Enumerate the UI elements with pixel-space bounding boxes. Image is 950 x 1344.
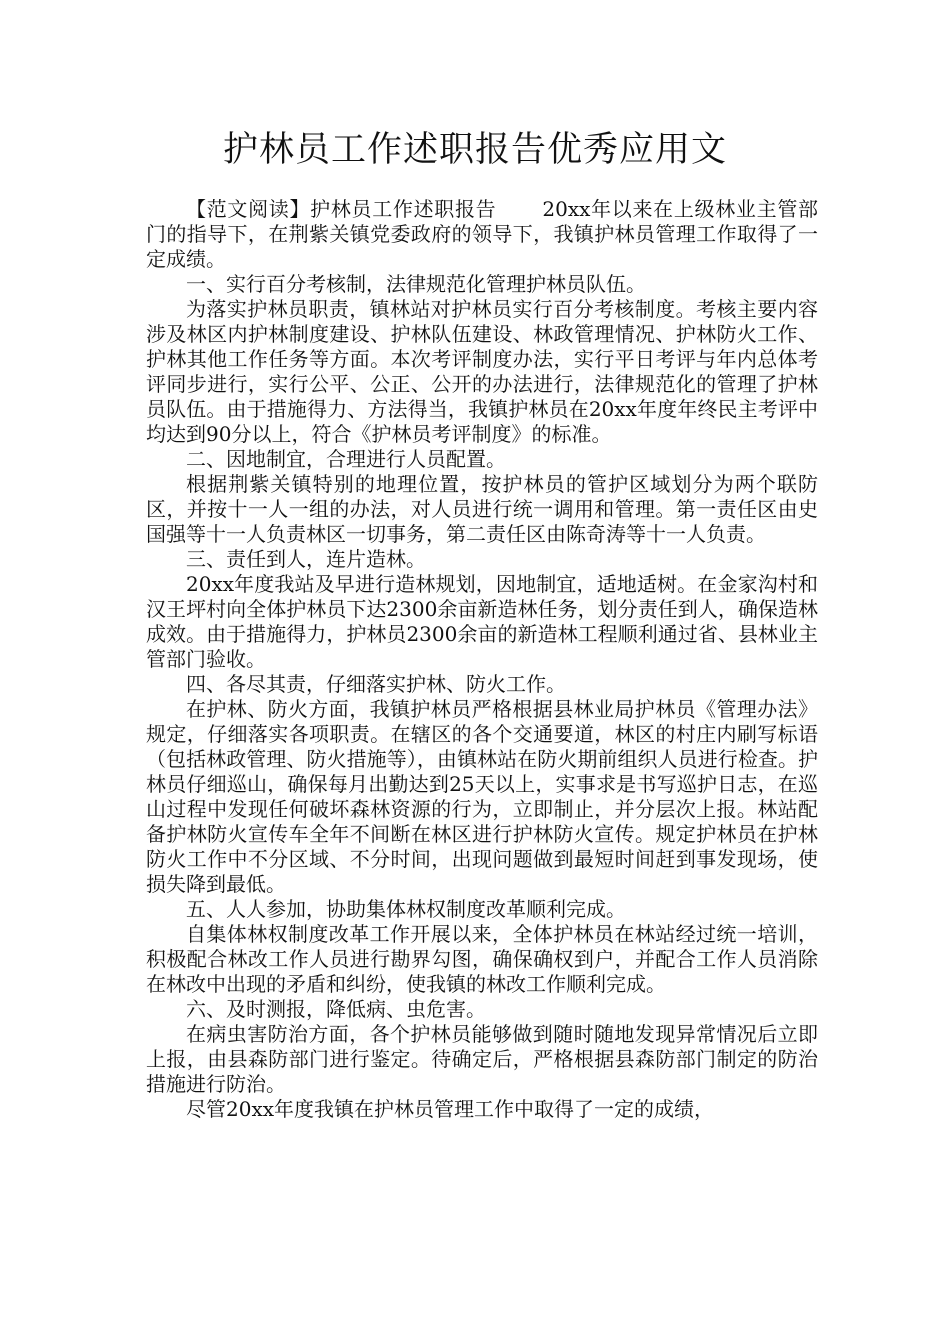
section-paragraph-3: 20xx年度我站及早进行造林规划，因地制宜，适地适树。在金家沟村和汉王坪村向全体护林员下达2300余亩新造林任务，划分责任到人，确保造林成效。由于措施得力，护林员2300余亩的新造林工程顺利通过省、县林业主管部门验收。 (146, 572, 818, 671)
section-paragraph-6: 在病虫害防治方面，各个护林员能够做到随时随地发现异常情况后立即上报，由县森防部门进行鉴定。待确定后，严格根据县森防部门制定的防治措施进行防治。 (146, 1022, 818, 1096)
section-paragraph-1: 为落实护林员职责，镇林站对护林员实行百分考核制度。考核主要内容涉及林区内护林制度建设、护林队伍建设、林政管理情况、护林防火工作、护林其他工作任务等方面。本次考评制度办法，实行平日考评与年内总体考评同步进行，实行公平、公正、公开的办法进行，法律规范化的管理了护林员队伍。由于措施得力、方法得当，我镇护林员在20xx年度年终民主考评中均达到90分以上，符合《护林员考评制度》的标准。 (146, 297, 818, 446)
document-body (146, 197, 818, 1122)
section-heading-3: 三、责任到人，连片造林。 (186, 547, 426, 571)
section-heading-1: 一、实行百分考核制，法律规范化管理护林员队伍。 (186, 272, 646, 296)
section-paragraph-5: 自集体林权制度改革工作开展以来，全体护林员在林站经过统一培训，积极配合林改工作人员进行勘界勾图，确保确权到户，并配合工作人员消除在林改中出现的矛盾和纠纷，使我镇的林改工作顺利完成。 (146, 922, 818, 996)
section-heading-5: 五、人人参加，协助集体林权制度改革顺利完成。 (186, 897, 626, 921)
section-paragraph-4: 在护林、防火方面，我镇护林员严格根据县林业局护林员《管理办法》规定，仔细落实各项职责。在辖区的各个交通要道，林区的村庄内刷写标语（包括林政管理、防火措施等），由镇林站在防火期前组织人员进行检查。护林员仔细巡山，确保每月出勤达到25天以上，实事求是书写巡护日志，在巡山过程中发现任何破坏森林资源的行为，立即制止，并分层次上报。林站配备护林防火宣传车全年不间断在林区进行护林防火宣传。规定护林员在护林防火工作中不分区域、不分时间，出现问题做到最短时间赶到事发现场，使损失降到最低。 (146, 697, 818, 896)
intro-prefix: 【范文阅读】护林员工作述职报告 (186, 197, 497, 221)
section-heading-4: 四、各尽其责，仔细落实护林、防火工作。 (186, 672, 566, 696)
section-heading-6: 六、及时测报，降低病、虫危害。 (186, 997, 486, 1021)
intro-paragraph (146, 197, 818, 272)
closing-paragraph: 尽管20xx年度我镇在护林员管理工作中取得了一定的成绩， (186, 1097, 715, 1121)
section-heading-2: 二、因地制宜，合理进行人员配置。 (186, 447, 506, 471)
section-paragraph-2: 根据荆紫关镇特别的地理位置，按护林员的管护区域划分为两个联防区，并按十一人一组的办法，对人员进行统一调用和管理。第一责任区由史国强等十一人负责林区一切事务，第二责任区由陈奇涛等十一人负责。 (146, 472, 818, 546)
document-title: 护林员工作述职报告优秀应用文 (222, 130, 727, 170)
intro-text: 20xx年以来在上级林业主管部门的指导下，在荆紫关镇党委政府的领导下，我镇护林员管理工作取得了一定成绩。 (146, 197, 819, 271)
